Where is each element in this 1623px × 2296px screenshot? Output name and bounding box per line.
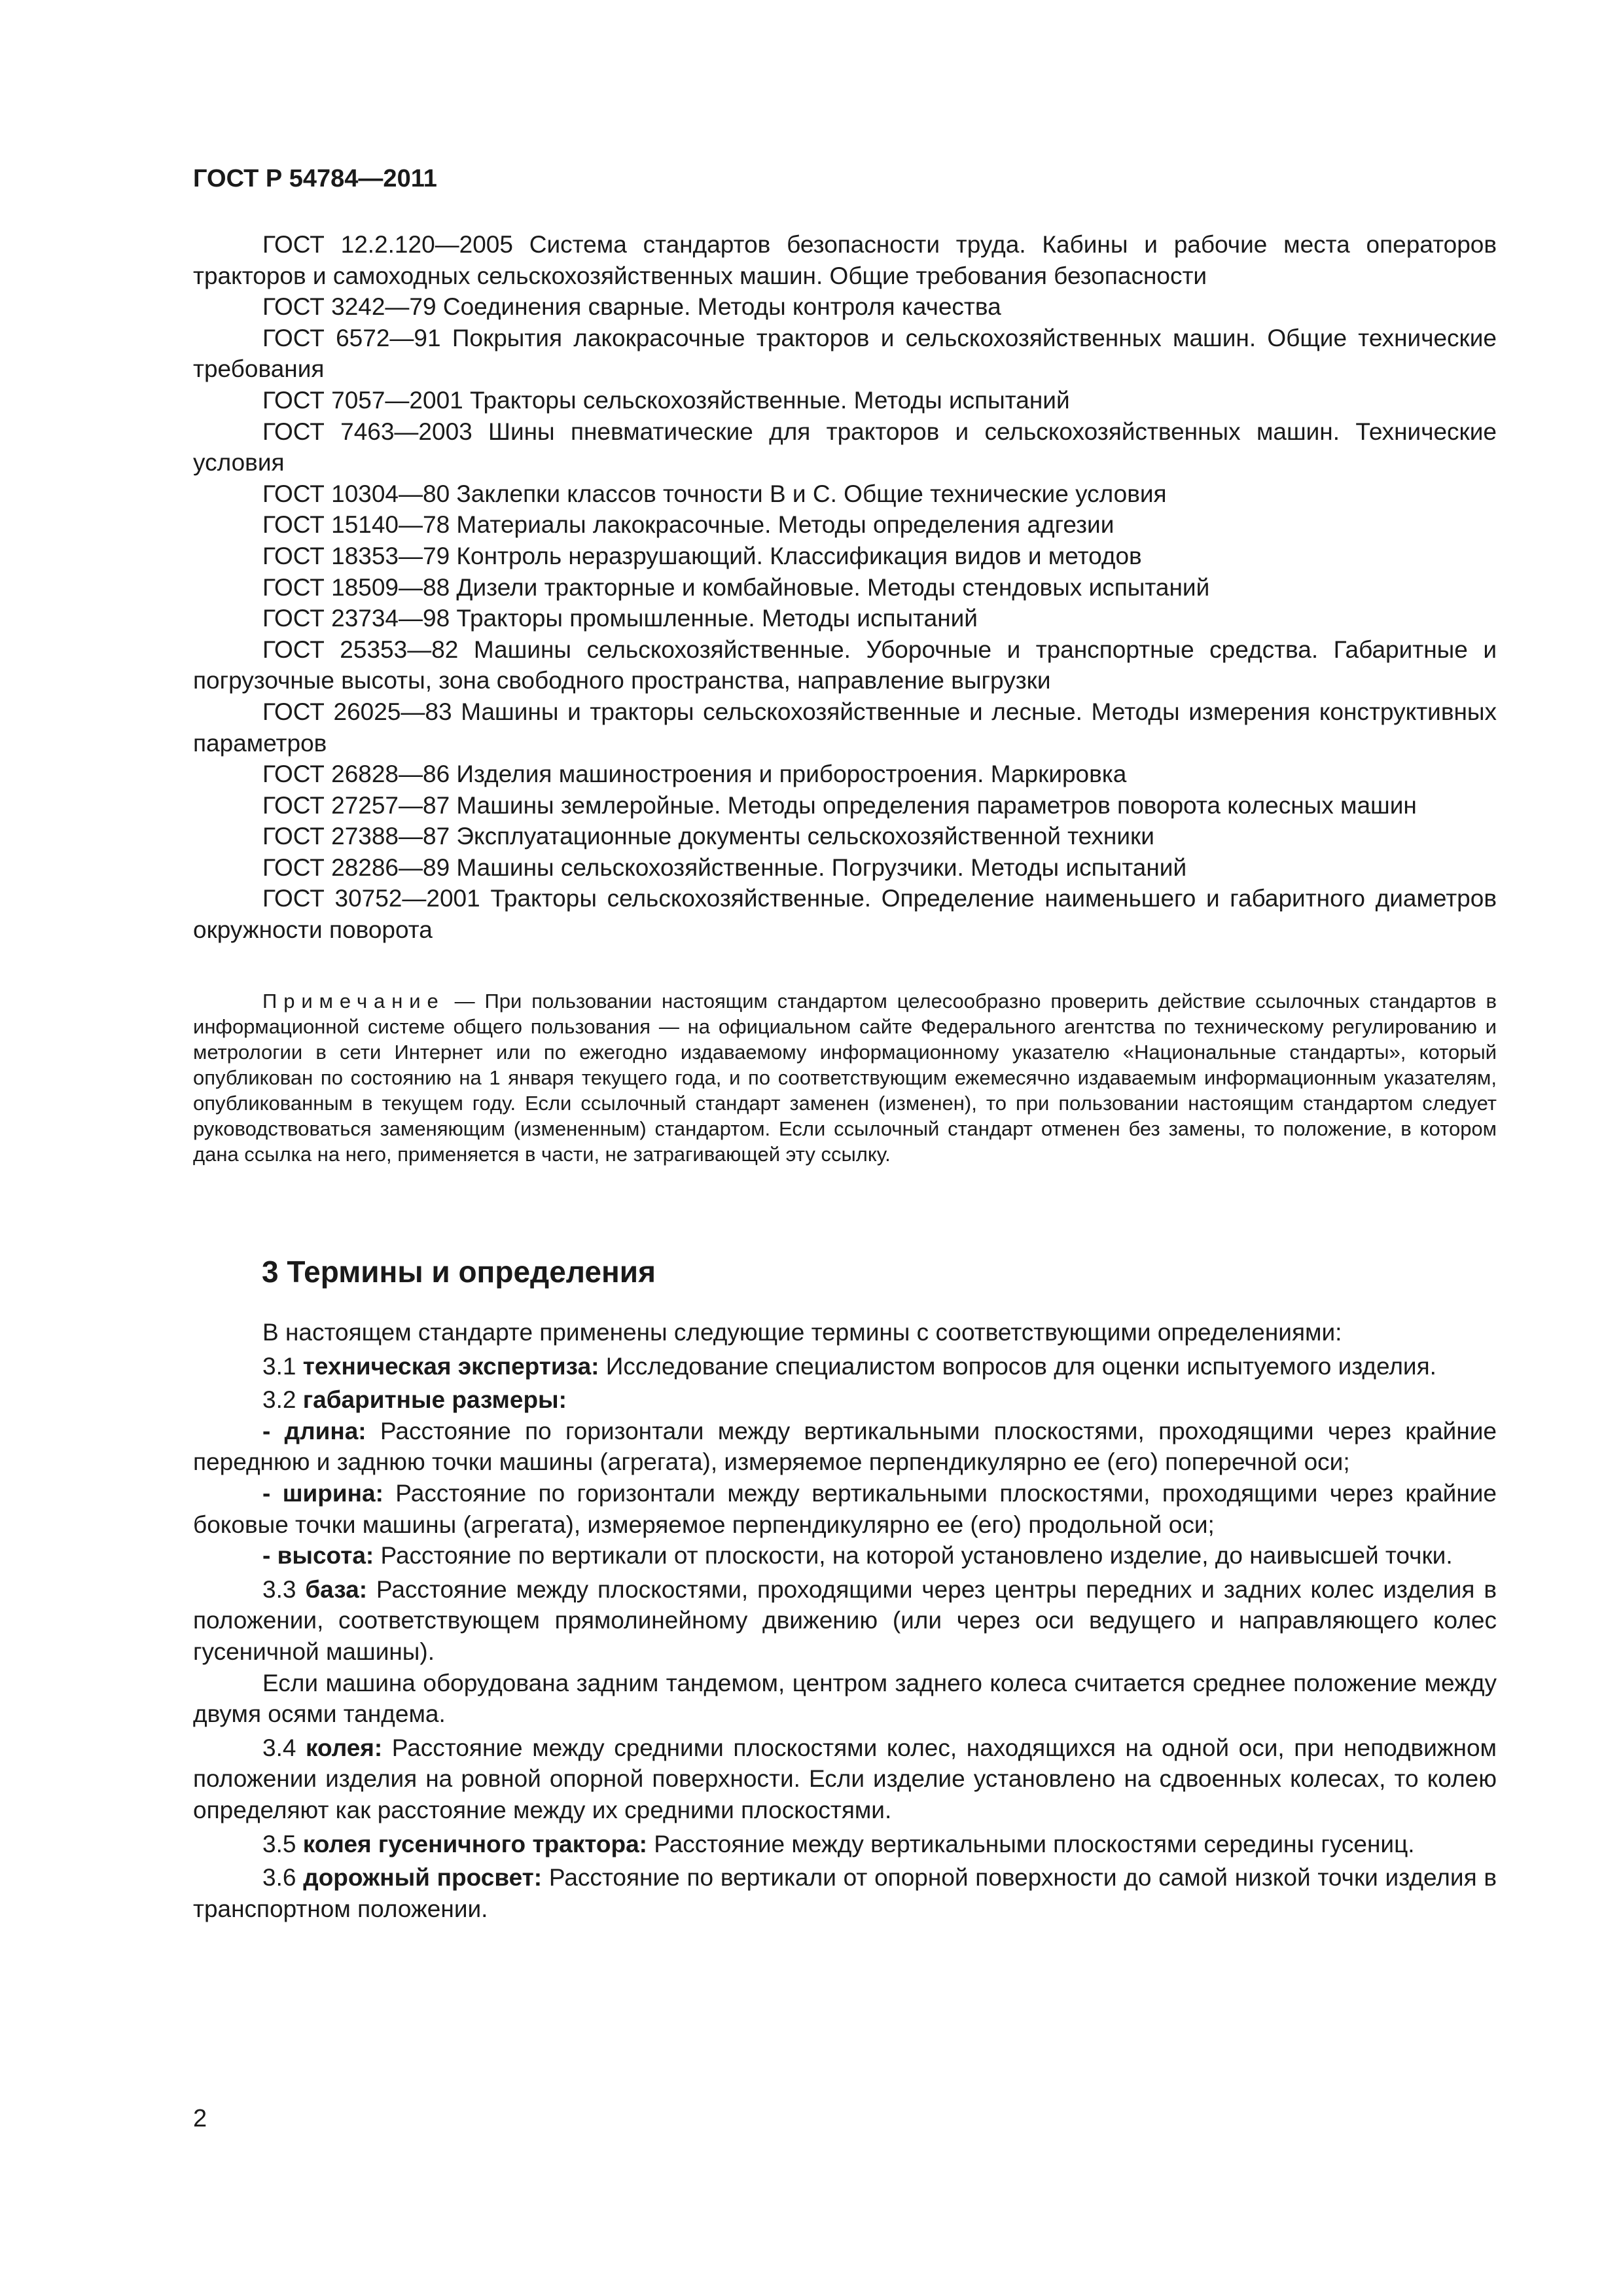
reference-item: ГОСТ 26828—86 Изделия машиностроения и приборостроения. Маркировка [262, 761, 1127, 788]
reference-item: ГОСТ 7057—2001 Тракторы сельскохозяйственные. Методы испытаний [262, 386, 1070, 414]
term-3-6 [193, 1862, 1497, 1924]
term-name: техническая экспертиза: [302, 1352, 599, 1380]
term-definition: Расстояние между плоскостями, проходящими через центры передних и задних колес изделия в положении, соответствующем прямолинейному движению (или через оси ведущего и направляющего колес гусеничной машины). [193, 1575, 1497, 1665]
term-definition: Расстояние по вертикали от плоскости, на которой установлено изделие, до наивысшей точки. [374, 1542, 1453, 1570]
reference-item: ГОСТ 12.2.120—2005 Система стандартов безопасности труда. Кабины и рабочие места операторов тракторов и самоходных сельскохозяйственных машин. Общие требования безопасности [193, 231, 1497, 289]
reference-item: ГОСТ 15140—78 Материалы лакокрасочные. Методы определения адгезии [262, 511, 1115, 539]
term-height [193, 1540, 1497, 1571]
term-number: 3.4 [262, 1734, 306, 1761]
document-id: ГОСТ Р 54784—2011 [193, 165, 437, 192]
term-3-3 [193, 1574, 1497, 1668]
term-definition: Расстояние по горизонтали между вертикальными плоскостями, проходящими через крайние боковые точки машины (агрегата), измеряемое перпендикулярно ее (его) продольной оси; [193, 1479, 1497, 1538]
reference-item: ГОСТ 26025—83 Машины и тракторы сельскохозяйственные и лесные. Методы измерения конструктивных параметров [193, 698, 1497, 757]
term-name: дорожный просвет: [303, 1864, 543, 1892]
normative-references-list [193, 229, 1497, 946]
note-text: — При пользовании настоящим стандартом целесообразно проверить действие ссылочных стандартов в информационной системе общего пользования — на официальном сайте Федерального агентства по техническому регулированию и метрологии в сети Интернет или по ежегодно издаваемому информационному указателю «Национальные стандарты», который опубликован по состоянию на 1 января текущего года, и по соответствующим ежемесячно издаваемым информационным указателям, опубликованным в текущем году. Если ссылочный стандарт заменен (изменен), то при пользовании настоящим стандартом следует руководствоваться заменяющим (измененным) стандартом. Если ссылочный стандарт отменен без замены, то положение, в котором дана ссылка на него, применяется в части, не затрагивающей эту ссылку. [193, 990, 1497, 1166]
section-intro: В настоящем стандарте применены следующие термины с соответствующими определениями: [262, 1319, 1342, 1346]
term-number: 3.3 [262, 1575, 306, 1603]
note-paragraph [193, 988, 1497, 1167]
reference-item: ГОСТ 10304—80 Заклепки классов точности В и С. Общие технические условия [262, 480, 1167, 507]
reference-item: ГОСТ 18353—79 Контроль неразрушающий. Классификация видов и методов [262, 542, 1142, 569]
term-definition: Расстояние по горизонтали между вертикальными плоскостями, проходящими через крайние переднюю и заднюю точки машины (агрегата), измеряемое перпендикулярно ее (его) поперечной оси; [193, 1417, 1497, 1476]
terms-section [193, 1317, 1497, 1924]
reference-item: ГОСТ 18509—88 Дизели тракторные и комбайновые. Методы стендовых испытаний [262, 573, 1210, 601]
page-number: 2 [193, 2105, 207, 2132]
term-3-4 [193, 1732, 1497, 1826]
term-name: колея гусеничного трактора: [302, 1830, 647, 1857]
term-name: - высота: [262, 1542, 374, 1570]
term-name: габаритные размеры: [302, 1386, 567, 1414]
term-number: 3.5 [262, 1830, 303, 1857]
reference-item: ГОСТ 30752—2001 Тракторы сельскохозяйственные. Определение наименьшего и габаритного диаметров окружности поворота [193, 885, 1497, 944]
term-definition: Исследование специалистом вопросов для оценки испытуемого изделия. [599, 1352, 1436, 1380]
term-length [193, 1416, 1497, 1478]
reference-item: ГОСТ 27257—87 Машины землеройные. Методы определения параметров поворота колесных машин [262, 791, 1417, 819]
term-number: 3.2 [262, 1386, 303, 1414]
term-3-1 [193, 1351, 1497, 1382]
reference-item: ГОСТ 25353—82 Машины сельскохозяйственные. Уборочные и транспортные средства. Габаритные и погрузочные высоты, зона свободного пространства, направление выгрузки [193, 636, 1497, 694]
reference-item: ГОСТ 3242—79 Соединения сварные. Методы контроля качества [262, 293, 1001, 321]
reference-item: ГОСТ 7463—2003 Шины пневматические для тракторов и сельскохозяйственных машин. Технические условия [193, 418, 1497, 476]
term-definition: Расстояние между вертикальными плоскостями середины гусениц. [647, 1830, 1415, 1857]
reference-item: ГОСТ 27388—87 Эксплуатационные документы сельскохозяйственной техники [262, 823, 1154, 850]
reference-item: ГОСТ 23734—98 Тракторы промышленные. Методы испытаний [262, 605, 978, 632]
term-definition: Расстояние по вертикали от опорной поверхности до самой низкой точки изделия в транспортном положении. [193, 1864, 1497, 1922]
reference-item: ГОСТ 6572—91 Покрытия лакокрасочные тракторов и сельскохозяйственных машин. Общие технические требования [193, 324, 1497, 383]
term-name: - длина: [262, 1417, 366, 1444]
term-3-2 [193, 1384, 1497, 1416]
reference-item: ГОСТ 28286—89 Машины сельскохозяйственные. Погрузчики. Методы испытаний [262, 853, 1187, 881]
term-width [193, 1478, 1497, 1540]
term-3-3-note: Если машина оборудована задним тандемом, центром заднего колеса считается среднее положение между двумя осями тандема. [193, 1669, 1497, 1728]
term-number: 3.1 [262, 1352, 303, 1380]
term-3-5 [193, 1829, 1497, 1860]
term-name: - ширина: [262, 1479, 383, 1507]
term-definition: Расстояние между средними плоскостями колес, находящихся на одной оси, при неподвижном положении изделия на ровной опорной поверхности. Если изделие установлено на сдвоенных колесах, то колею определяют как расстояние между их средними плоскостями. [193, 1734, 1497, 1823]
note-label: Примечание [262, 990, 445, 1013]
term-name: колея: [306, 1734, 383, 1761]
section-heading: 3 Термины и определения [262, 1255, 656, 1289]
term-number: 3.6 [262, 1864, 304, 1892]
term-name: база: [305, 1575, 368, 1603]
